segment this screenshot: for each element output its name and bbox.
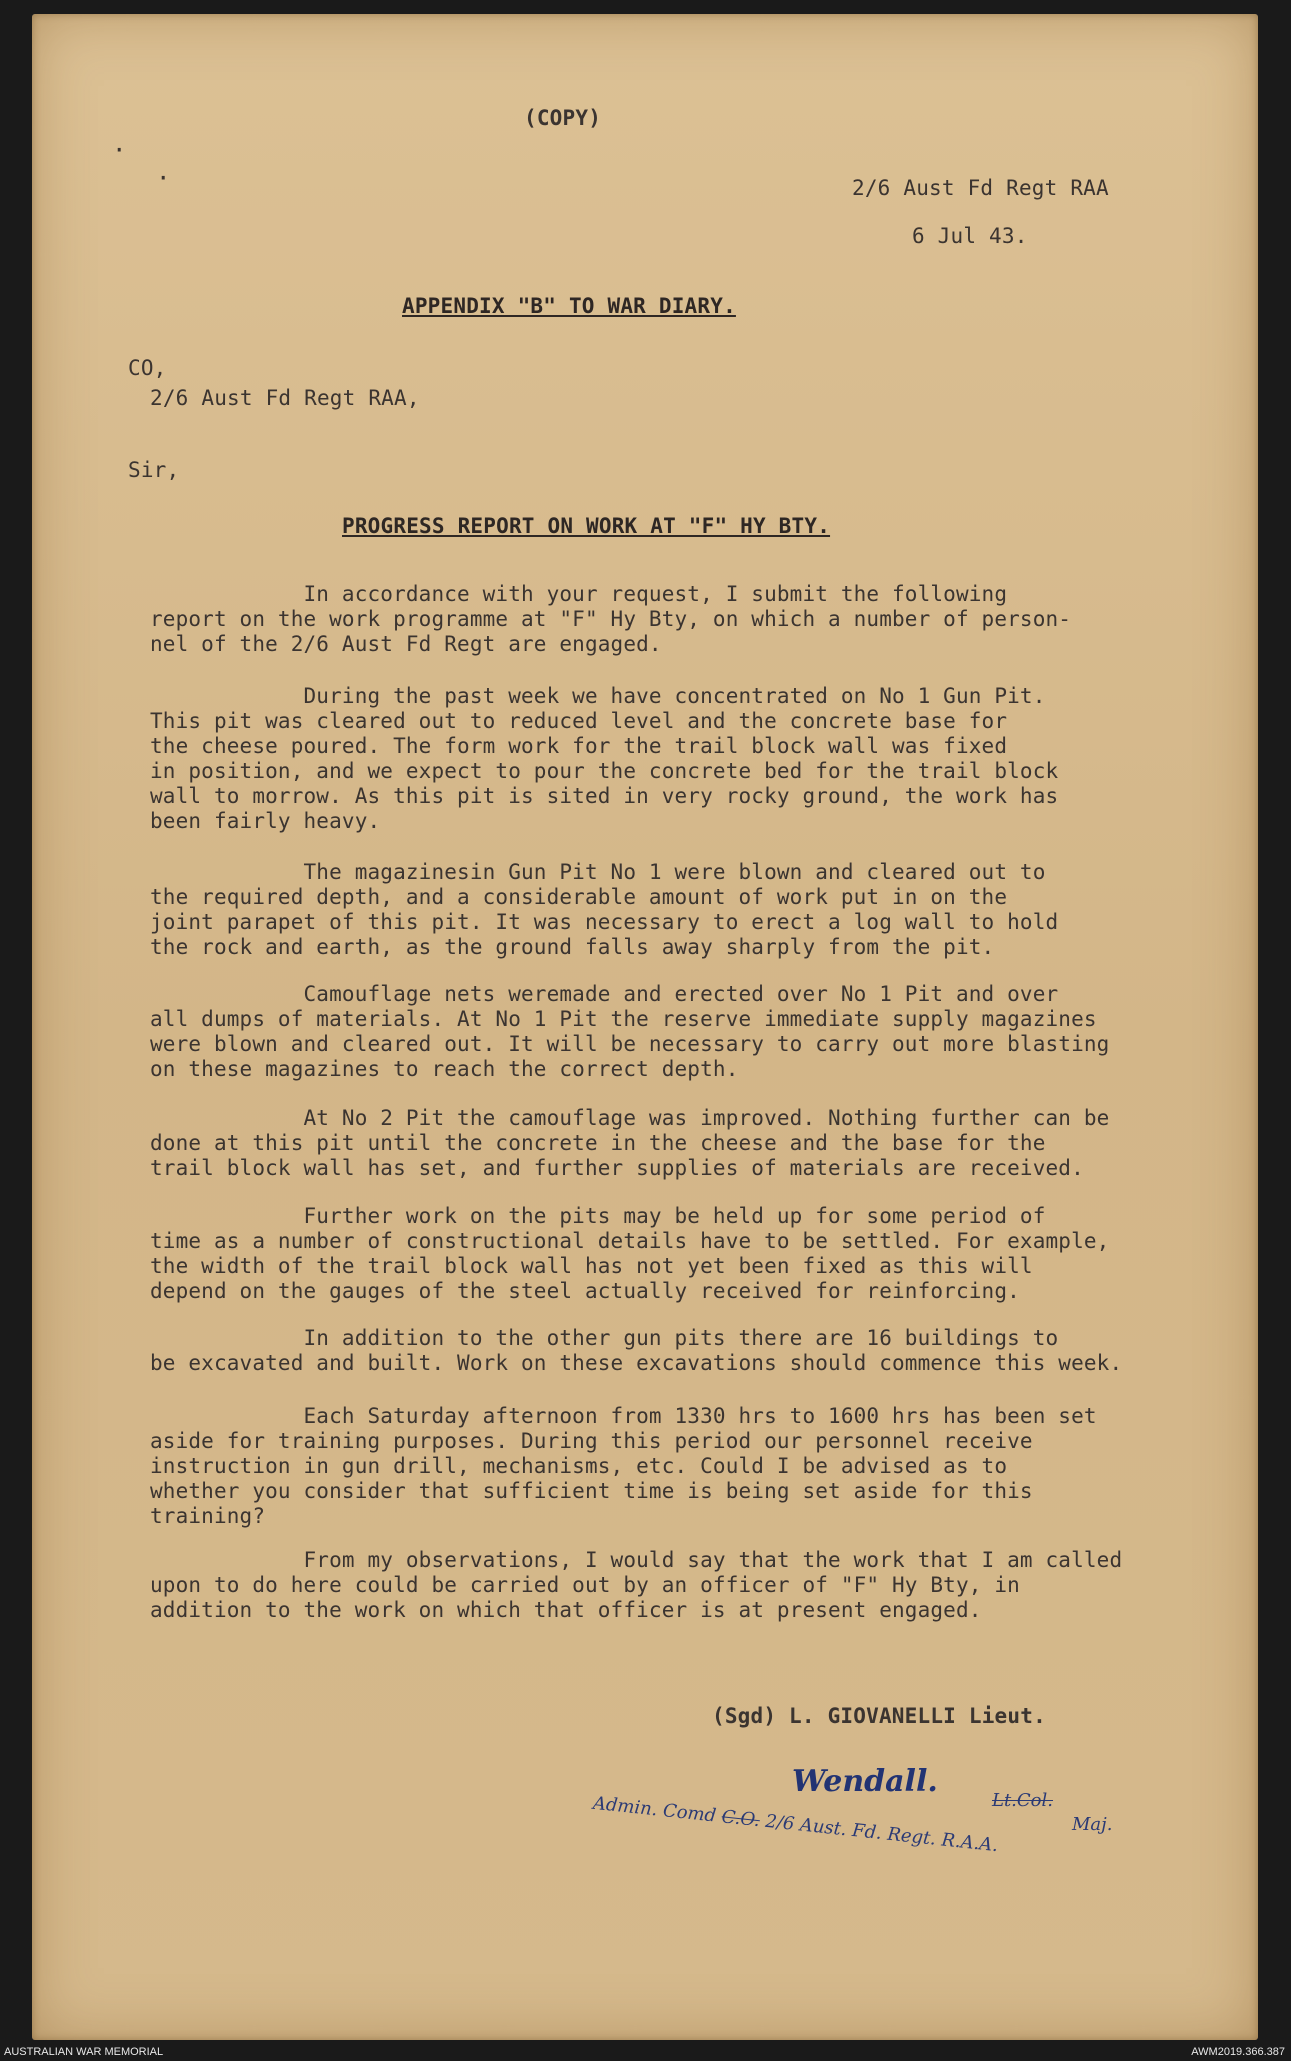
endorsement-prefix: Admin. Comd <box>592 1792 718 1827</box>
signature-block: (Sgd) L. GIOVANELLI Lieut. <box>712 1704 1046 1728</box>
endorsement-unit: 2/6 Aust. Fd. Regt. R.A.A. <box>764 1810 1000 1857</box>
addressee-line-1: CO, <box>128 356 167 380</box>
handwritten-signature: Wendall. <box>792 1764 938 1799</box>
paragraph-1: In accordance with your request, I submit the following report on the work programme at "F" Hy Bty, on which a number of person- nel of the 2/6 Aust Fd Regt are engaged. <box>150 582 1072 656</box>
paragraph-2: During the past week we have concentrated on No 1 Gun Pit. This pit was cleared out to reduced level and the concrete base for the cheese poured. The form work for the trail block wall was fixed in position, and we expect to pour the concrete bed for the trail block wall to morrow. As this pit is sited in very rocky ground, the work has been fairly heavy. <box>150 684 1059 833</box>
document-title: APPENDIX "B" TO WAR DIARY. <box>402 294 736 318</box>
salutation: Sir, <box>128 458 180 482</box>
paragraph-3: The magazinesin Gun Pit No 1 were blown and cleared out to the required depth, and a considerable amount of work put in on the joint parapet of this pit. It was necessary to erect a log wall to hold the rock and earth, as the ground falls away sharply from the pit. <box>150 860 1059 959</box>
handwritten-rank: Maj. <box>1072 1814 1113 1835</box>
paragraph-8: Each Saturday afternoon from 1330 hrs to 1600 hrs has been set aside for training purposes. During this period our personnel receive instruction in gun drill, mechanisms, etc. Could I be advised as to whether you consider that sufficient time is being set aside for this training? <box>150 1404 1097 1528</box>
footer-left: AUSTRALIAN WAR MEMORIAL <box>4 2046 164 2058</box>
punch-mark: · <box>156 164 171 192</box>
footer-right: AWM2019.366.387 <box>1191 2046 1285 2058</box>
date-line: 6 Jul 43. <box>912 224 1028 248</box>
punch-mark: · <box>112 136 127 164</box>
report-subject: PROGRESS REPORT ON WORK AT "F" HY BTY. <box>342 514 831 538</box>
document-page <box>32 14 1258 2040</box>
unit-line: 2/6 Aust Fd Regt RAA <box>852 176 1109 200</box>
paragraph-4: Camouflage nets weremade and erected over No 1 Pit and over all dumps of materials. At No 1 Pit the reserve immediate supply magazines were blown and cleared out. It will be necessary to carry out more blasting on these magazines to reach the correct depth. <box>150 982 1110 1081</box>
paragraph-5: At No 2 Pit the camouflage was improved. Nothing further can be done at this pit until the concrete in the cheese and the base for the trail block wall has set, and further supplies of materials are received. <box>150 1106 1110 1180</box>
handwritten-endorsement <box>592 1793 999 1856</box>
addressee-line-2: 2/6 Aust Fd Regt RAA, <box>150 386 420 410</box>
struck-rank: Lt.Col. <box>992 1790 1053 1811</box>
paragraph-7: In addition to the other gun pits there are 16 buildings to be excavated and built. Work on these excavations should commence this week. <box>150 1326 1123 1375</box>
paragraph-9: From my observations, I would say that the work that I am called upon to do here could be carried out by an officer of "F" Hy Bty, in addition to the work on which that officer is at present engaged. <box>150 1548 1123 1622</box>
paragraph-6: Further work on the pits may be held up for some period of time as a number of constructional details have to be settled. For example, the width of the trail block wall has not yet been fixed as this will depend on the gauges of the steel actually received for reinforcing. <box>150 1204 1110 1303</box>
copy-mark: (COPY) <box>524 106 602 130</box>
struck-co: C.O. <box>720 1806 761 1832</box>
